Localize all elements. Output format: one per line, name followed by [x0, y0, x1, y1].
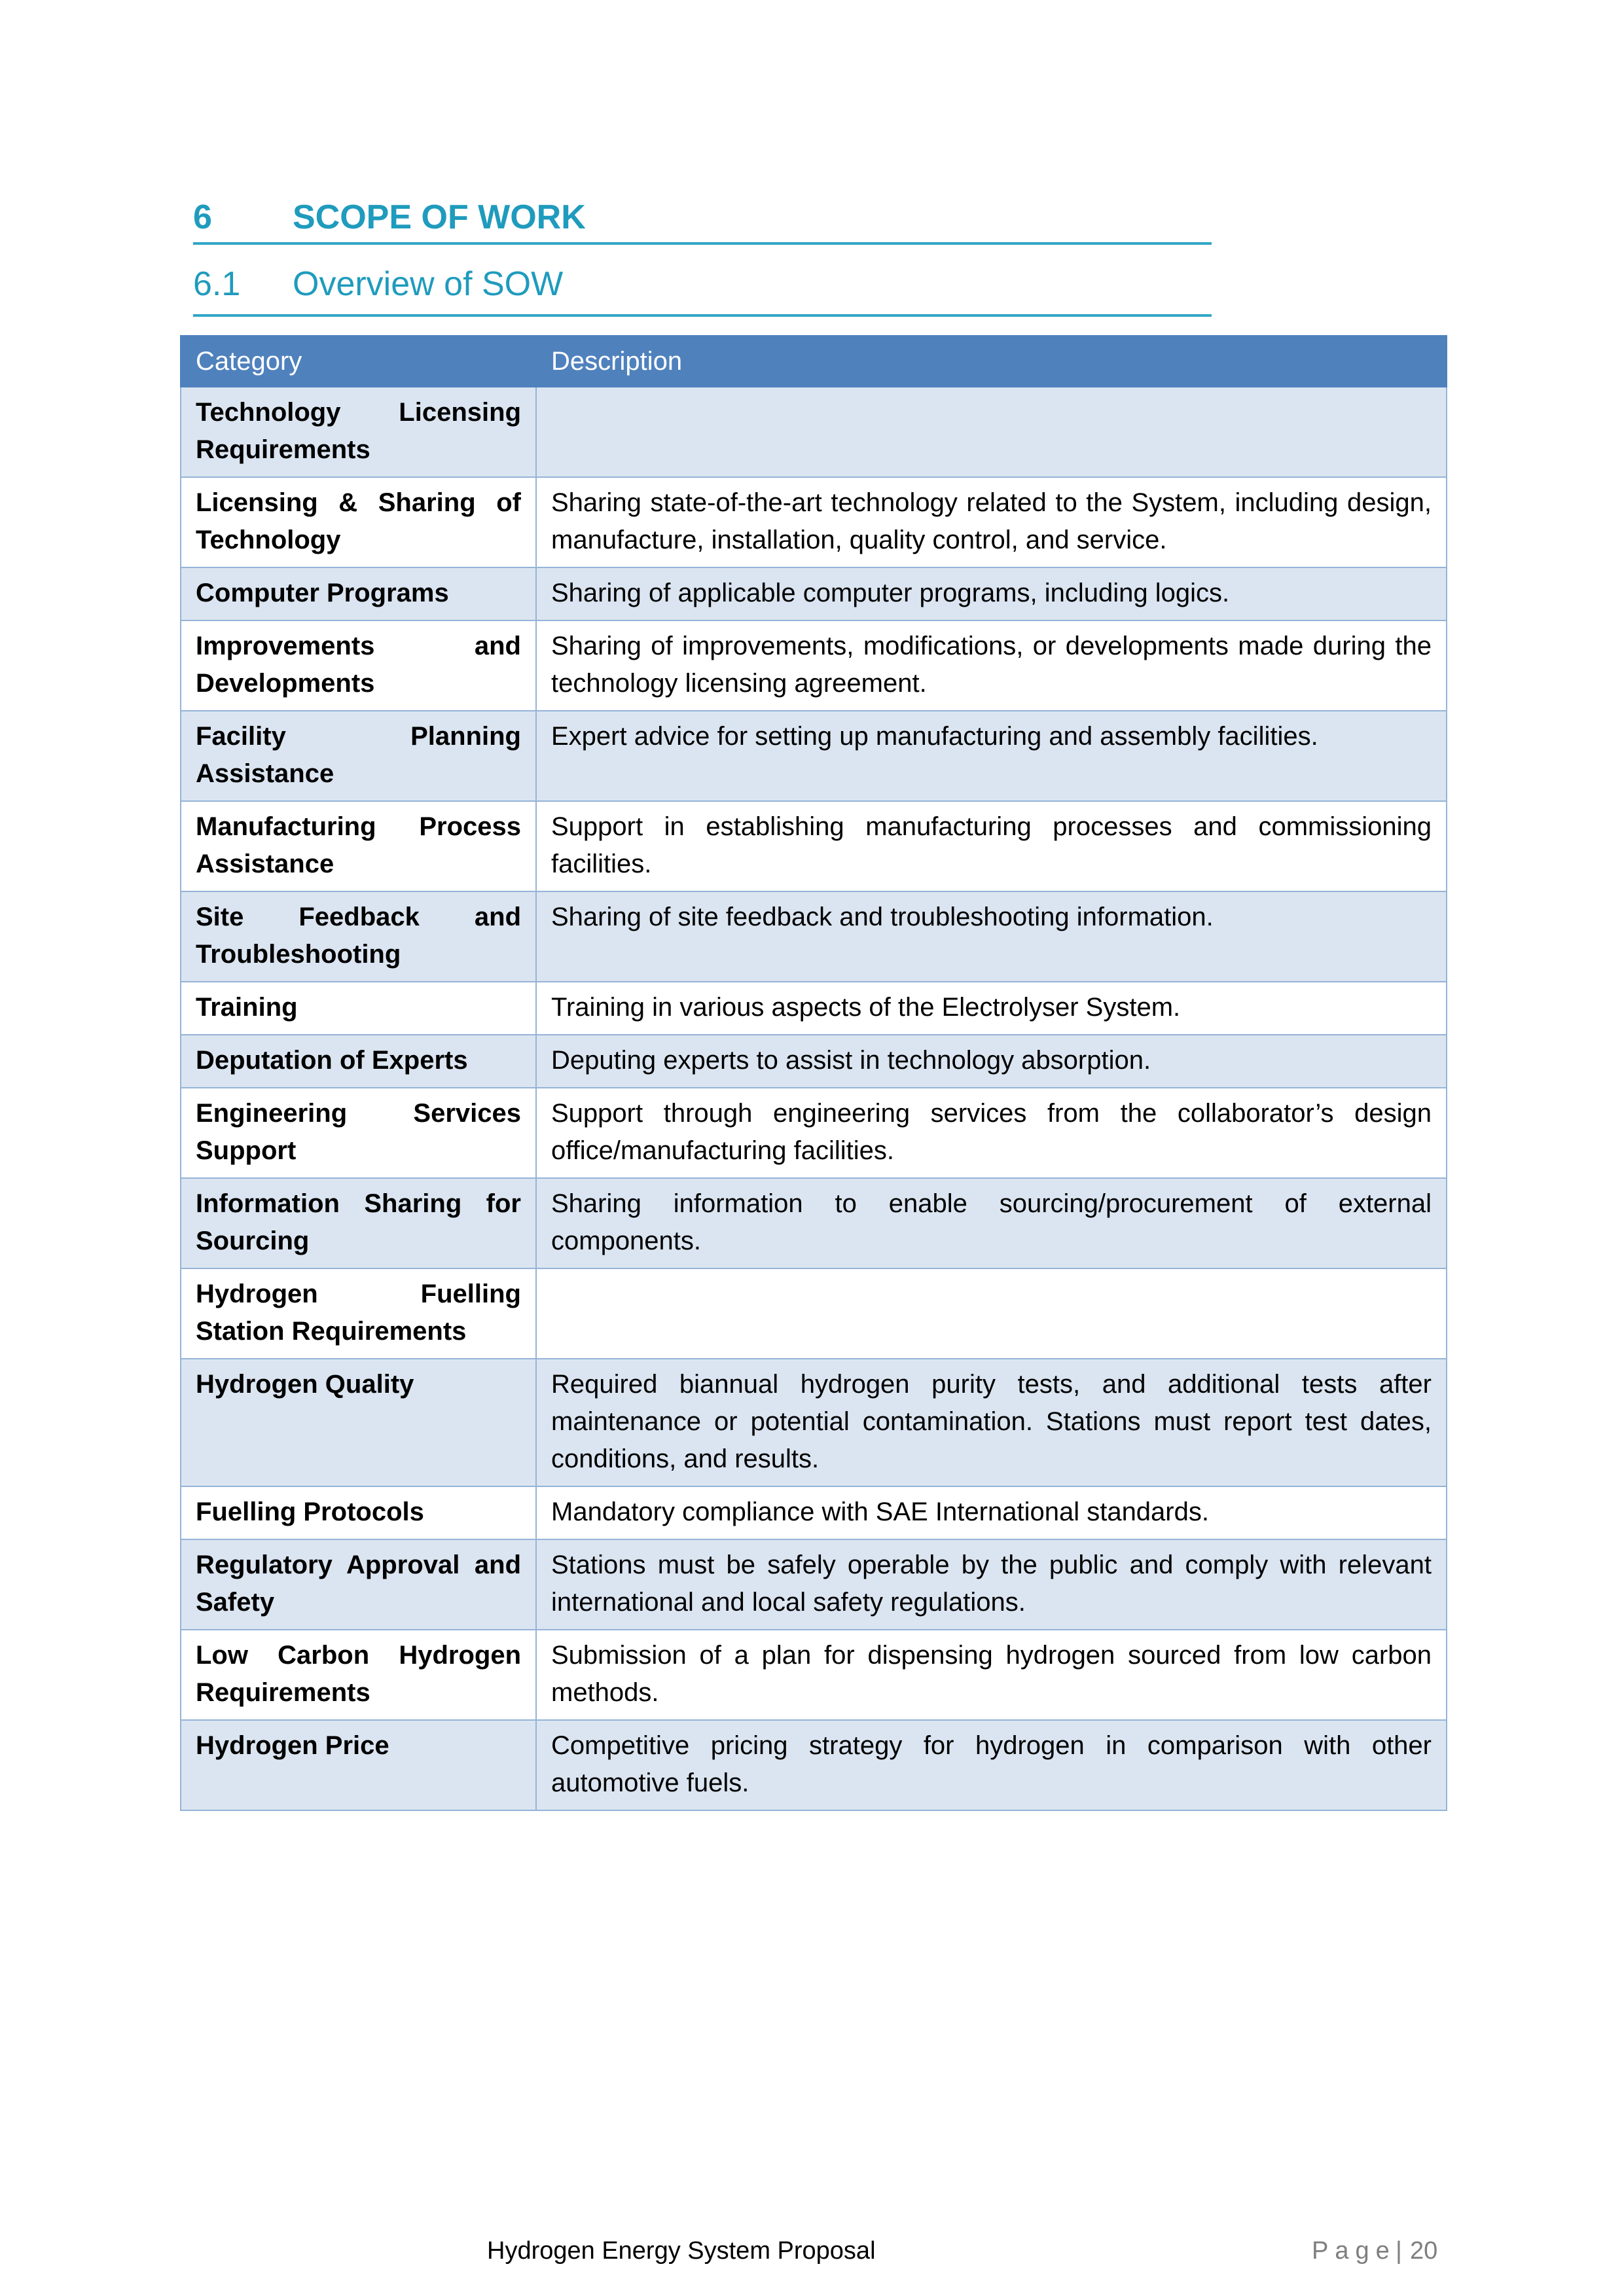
table-row: [181, 1178, 1447, 1268]
description-cell: Mandatory compliance with SAE International standards.: [536, 1486, 1447, 1539]
table-row: [181, 891, 1447, 982]
table-header-row: [181, 336, 1447, 387]
category-cell: Hydrogen Quality: [181, 1359, 536, 1486]
table-row: [181, 567, 1447, 620]
section-number: 6: [193, 198, 212, 236]
scope-of-work-table: [180, 335, 1447, 1811]
category-cell: Computer Programs: [181, 567, 536, 620]
category-cell: Licensing & Sharing of Technology: [181, 477, 536, 567]
description-cell: [536, 1268, 1447, 1359]
description-cell: Support through engineering services from the collaborator’s design office/manufacturing facilities.: [536, 1088, 1447, 1178]
description-cell: Training in various aspects of the Electrolyser System.: [536, 982, 1447, 1035]
description-cell: [536, 387, 1447, 477]
description-cell: Submission of a plan for dispensing hydrogen sourced from low carbon methods.: [536, 1630, 1447, 1720]
table-row: [181, 1720, 1447, 1810]
description-cell: Expert advice for setting up manufacturing and assembly facilities.: [536, 711, 1447, 801]
table-row: [181, 982, 1447, 1035]
description-cell: Required biannual hydrogen purity tests, and additional tests after maintenance or potential contamination. Stations must report test dates, conditions, and results.: [536, 1359, 1447, 1486]
category-cell: Facility Planning Assistance: [181, 711, 536, 801]
description-cell: Sharing of improvements, modifications, or developments made during the technology licensing agreement.: [536, 620, 1447, 711]
table-row: [181, 1359, 1447, 1486]
category-cell: Low Carbon Hydrogen Requirements: [181, 1630, 536, 1720]
description-cell: Deputing experts to assist in technology absorption.: [536, 1035, 1447, 1088]
table-row: [181, 1088, 1447, 1178]
category-cell: Hydrogen Fuelling Station Requirements: [181, 1268, 536, 1359]
table-row: [181, 1035, 1447, 1088]
description-cell: Competitive pricing strategy for hydrogen in comparison with other automotive fuels.: [536, 1720, 1447, 1810]
table-row: [181, 387, 1447, 477]
footer-page-number: 20: [1410, 2237, 1438, 2265]
footer-separator: |: [1396, 2237, 1402, 2265]
table-row: [181, 620, 1447, 711]
category-cell: Manufacturing Process Assistance: [181, 801, 536, 891]
table-row: [181, 711, 1447, 801]
category-cell: Improvements and Developments: [181, 620, 536, 711]
category-cell: Deputation of Experts: [181, 1035, 536, 1088]
category-cell: Engineering Services Support: [181, 1088, 536, 1178]
table-row: [181, 801, 1447, 891]
subsection-title: Overview of SOW: [293, 265, 564, 303]
category-cell: Information Sharing for Sourcing: [181, 1178, 536, 1268]
description-cell: Stations must be safely operable by the public and comply with relevant international and local safety regulations.: [536, 1539, 1447, 1630]
section-title: SCOPE OF WORK: [293, 198, 586, 236]
category-cell: Fuelling Protocols: [181, 1486, 536, 1539]
description-cell: Sharing of site feedback and troubleshooting information.: [536, 891, 1447, 982]
footer-page-label: Page: [1312, 2237, 1396, 2265]
column-header-description: Description: [536, 336, 1447, 387]
table-row: [181, 477, 1447, 567]
column-header-category: Category: [181, 336, 536, 387]
category-cell: Training: [181, 982, 536, 1035]
table-row: [181, 1486, 1447, 1539]
category-cell: Site Feedback and Troubleshooting: [181, 891, 536, 982]
category-cell: Technology Licensing Requirements: [181, 387, 536, 477]
table-row: [181, 1630, 1447, 1720]
table-row: [181, 1539, 1447, 1630]
subsection-number: 6.1: [193, 265, 241, 303]
category-cell: Regulatory Approval and Safety: [181, 1539, 536, 1630]
description-cell: Support in establishing manufacturing processes and commissioning facilities.: [536, 801, 1447, 891]
section-heading: [193, 195, 1212, 245]
table-row: [181, 1268, 1447, 1359]
subsection-heading: [193, 262, 1212, 317]
description-cell: Sharing of applicable computer programs, including logics.: [536, 567, 1447, 620]
description-cell: Sharing state-of-the-art technology related to the System, including design, manufacture, installation, quality control, and service.: [536, 477, 1447, 567]
footer-document-title: Hydrogen Energy System Proposal: [487, 2237, 876, 2265]
category-cell: Hydrogen Price: [181, 1720, 536, 1810]
description-cell: Sharing information to enable sourcing/procurement of external components.: [536, 1178, 1447, 1268]
